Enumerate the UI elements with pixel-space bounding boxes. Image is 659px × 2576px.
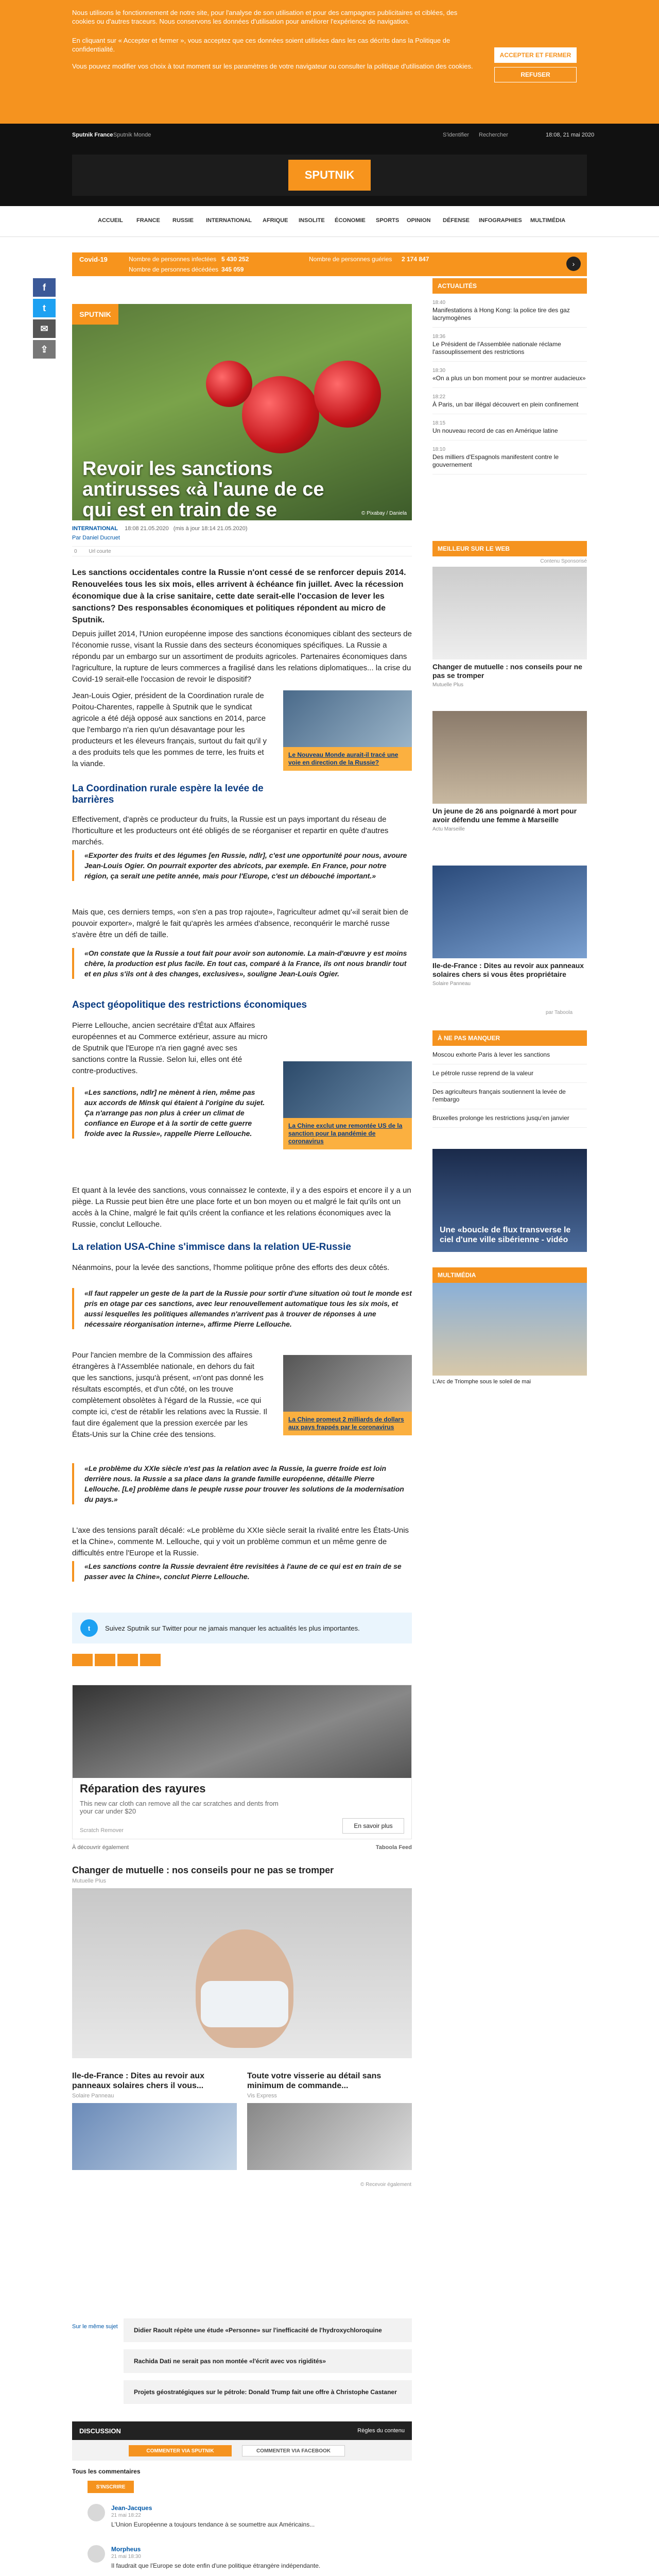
comment-time: 21 mai 18:30 [111,2554,141,2560]
news-item[interactable] [432,328,587,362]
subheading: La relation USA-Chine s'immisce dans la relation UE-Russie [72,1242,351,1252]
nav-item[interactable]: FRANCE [136,217,160,224]
comment-author[interactable]: Morpheus [111,2546,141,2553]
sputnik-logo[interactable]: SPUTNIK [288,160,371,191]
news-item[interactable] [432,388,587,414]
ad-footer[interactable]: © Recevoir également [360,2182,412,2188]
article-meta [72,526,412,532]
nav-item[interactable]: AFRIQUE [263,217,288,224]
section-link[interactable]: INTERNATIONAL [72,526,118,532]
card-image [432,866,587,958]
twitter-share-icon[interactable]: t [33,299,56,317]
news-time: 18:10 [432,447,446,452]
covid-title: Covid-19 [79,256,108,263]
news-time: 18:36 [432,334,446,340]
related-label: Sur le même sujet [72,2324,118,2330]
sponsored-ad[interactable] [72,1685,412,1839]
tab-sputnik[interactable]: COMMENTER VIA SPUTNIK [129,2445,232,2456]
related-box[interactable] [283,1061,412,1149]
email-share-icon[interactable]: ✉ [33,319,56,338]
author[interactable]: Par Daniel Ducruet [72,535,120,541]
news-item[interactable] [432,362,587,388]
card-source: Actu Marseille [432,826,465,832]
card-title[interactable]: Changer de mutuelle : nos conseils pour ne pas se tromper [432,663,582,680]
quote: «Les sanctions, ndlr] ne mènent à rien, même pas aux accords de Minsk qui étaient à l'origine du sujet. Ça n'arrange pas non plus à créer un climat de confiance en Europe et à la sortir de cette guerre froide avec la Russie», rappelle Pierre Lellouche. [72,1087,268,1139]
related-image [283,1355,412,1412]
news-item[interactable] [432,294,587,328]
ad-source: Solaire Panneau [72,2093,114,2099]
article-paragraph: L'axe des tensions paraît décalé: «Le problème du XXIe siècle serait la rivalité entre les États-Unis et la Chine», commente M. Lellouche, qui y voit un problème commun et un même genre de difficultés entre l'Europe et la Russie. [72,1526,409,1557]
tab-facebook[interactable]: COMMENTER VIA FACEBOOK [242,2445,345,2456]
hero-image [72,304,412,520]
news-title[interactable]: Des milliers d'Espagnols manifestent contre le gouvernement [432,453,559,468]
apple-shape [314,361,381,428]
ad-title[interactable]: Changer de mutuelle : nos conseils pour ne pas se tromper [72,1865,334,1875]
rules-link[interactable]: Règles du contenu [357,2428,405,2434]
news-title[interactable]: Un nouveau record de cas en Amérique latine [432,427,558,434]
news-title[interactable]: À Paris, un bar illégal découvert en plein confinement [432,401,579,408]
share-icon[interactable]: ⇪ [33,340,56,359]
sponsored-ad[interactable] [72,2071,237,2174]
article-paragraph: Pour l'ancien membre de la Commission des affaires étrangères à l'Assemblée nationale, en dehors du fait que les sanctions, jusqu'à présent, «n'ont pas donné les résultats escomptés, et d'un côté, on les trouve complètement obsolètes à l'égard de la Russie, «ce qui compte ici, c'est de rétablir les relations avec la Russie. Il faut dire également que la pression exercée par les États-Unis sur la Chine crée des tensions. [72,1351,267,1439]
quote: «Le problème du XXIe siècle n'est pas la relation avec la Russie, la guerre froide est loin derrière nous. la Russie a sa place dans la grande famille européenne, détaille Pierre Lellouche. [Le] problème dans le peuple russe pour trouver les solutions de la modernisation du pays.» [72,1463,412,1504]
refuse-button[interactable]: REFUSER [494,67,577,82]
hot-section [432,1030,587,1128]
facebook-share-icon[interactable]: f [33,278,56,297]
nav-item[interactable]: RUSSIE [172,217,194,224]
ad-source: Vis Express [247,2093,277,2099]
multimedia-caption[interactable]: L'Arc de Triomphe sous le soleil de mai [432,1379,531,1385]
main-nav [0,206,659,237]
register-button[interactable]: S'INSCRIRE [88,2481,134,2493]
datetime: 18:08, 21 mai 2020 [546,132,595,138]
nav-item[interactable]: ACCUEIL [98,217,123,224]
comment-time: 21 mai 18:22 [111,2513,141,2518]
card-title[interactable]: Un jeune de 26 ans poignardé à mort pour avoir défendu une femme à Marseille [432,807,577,824]
discussion-title: DISCUSSION [79,2427,121,2435]
news-time: 18:30 [432,368,446,374]
updated-date: (mis à jour 18:14 21.05.2020) [173,526,248,532]
cookie-banner [0,0,659,124]
nav-item[interactable]: INFOGRAPHIES [479,217,522,224]
comment-text: Il faudrait que l'Europe se dote enfin d'une politique étrangère indépendante. [111,2562,321,2569]
sidebar-heading[interactable]: À NE PAS MANQUER [432,1030,587,1046]
cookie-text: Vous pouvez modifier vos choix à tout moment sur les paramètres de votre navigateur ou consulter la politique d'utilisation des cookies. [72,62,473,70]
sponsored-label: Contenu Sponsorisé [540,558,587,564]
card-source: Mutuelle Plus [432,682,464,688]
hot-item[interactable]: Des agriculteurs français soutiennent la levée de l'embargo [432,1083,587,1109]
quote: «Exporter des fruits et des légumes [en Russie, ndlr], c'est une opportunité pour nous, avoure Jean-Louis Ogier. On pourrait exporter des abricots, par exemple. En France, pour notre région, ça serait une petite année, mais pour l'Europe, c'est un débouché important.» [72,850,412,881]
covid-ticker[interactable] [72,252,587,276]
article-paragraph: Pierre Lellouche, ancien secrétaire d'État aux Affaires européennes et au Commerce extérieur, assure au micro de Sputnik que l'Europe n'a rien gagné avec ses sanctions contre la Russie. Selon lui, elles ont été contre-productives. [72,1021,268,1075]
news-title[interactable]: Le Président de l'Assemblée nationale réclame l'assouplissement des restrictions [432,341,561,355]
related-box[interactable] [283,690,412,771]
ad-image [73,1685,411,1778]
nav-item[interactable]: INSOLITE [299,217,325,224]
chevron-right-icon[interactable]: › [566,257,581,271]
covid-label: Nombre de personnes guéries [309,256,392,263]
ads-label[interactable]: par Taboola [546,1010,573,1015]
ad-image[interactable] [72,1888,412,2058]
article-paragraph: Néanmoins, pour la levée des sanctions, l'homme politique prône des efforts des deux côtés. [72,1263,390,1272]
nav-item[interactable]: OPINION [407,217,431,224]
comment-author[interactable]: Jean-Jacques [111,2504,152,2512]
related-link[interactable]: Le Nouveau Monde aurait-il tracé une voie en direction de la Russie? [283,747,412,771]
card-title[interactable]: Ile-de-France : Dites au revoir aux panneaux solaires chers si vous êtes propriétaire [432,961,584,978]
apple-shape [206,361,252,407]
article-paragraph: Et quant à la levée des sanctions, vous connaissez le contexte, il y a des espoirs et encore il y a un piège. La Russie peut bien être une place forte et un bon moyen ou et malgré le fait qu'ils ont un accès à la Chine, malgré le fait qu'ils créent la confiance et les relations économiques avec la Russie, conclut Lellouche. [72,1186,411,1229]
ad-footer-left[interactable]: À découvrir également [72,1844,129,1851]
covid-label: Nombre de personnes décédées [129,266,219,273]
sidebar-heading[interactable]: ACTUALITÉS [432,278,587,294]
twitter-text: Suivez Sputnik sur Twitter pour ne jamais manquer les actualités les plus importantes. [105,1624,360,1632]
news-title[interactable]: «On a plus un bon moment pour se montrer audacieux» [432,375,586,382]
related-link[interactable]: Didier Raoult répète une étude «Personne» sur l'inefficacité de l'hydroxychloroquine [124,2318,412,2342]
covid-value: 345 059 [221,266,244,273]
multimedia-section [432,1267,587,1385]
mask-shape [201,1981,288,2027]
related-image [283,1061,412,1118]
share-icon[interactable] [140,1654,161,1666]
related-link[interactable]: Projets géostratégiques sur le pétrole: Donald Trump fait une offre à Christophe Castaner [124,2380,412,2404]
learn-more-button[interactable]: En savoir plus [342,1818,404,1834]
search-link[interactable]: Rechercher [479,132,508,138]
date: 18:08 21.05.2020 [125,526,169,532]
hot-item[interactable]: Le pétrole russe reprend de la valeur [432,1064,587,1083]
share-row [72,1654,161,1666]
cookie-text: En cliquant sur « Accepter et fermer », vous acceptez que ces données soient utilisées dans les cas décrits dans la Politique de confidentialité. [72,37,450,53]
ad-image [247,2103,412,2170]
article-paragraph: Effectivement, d'après ce producteur du fruits, la Russie est un pays important du réseau de l'horticulture et les producteurs ont été obligés de se réorganiser et repartir en quête d'autres marchés. [72,815,389,846]
sponsored-ad[interactable] [247,2071,412,2174]
related-link[interactable]: La Chine exclut une remontée US de la sanction pour la pandémie de coronavirus [283,1118,412,1149]
news-time: 18:22 [432,394,446,400]
hot-item[interactable]: Bruxelles prolonge les restrictions jusqu'en janvier [432,1109,587,1128]
article-lede: Les sanctions occidentales contre la Russie n'ont cessé de se renforcer depuis 2014. Renouvelées tous les six mois, elles arrivent à échéance fin juillet. Avec la récession économique due à la crise sanitaire, cette date serait-elle l'occasion de lever les sanctions? Des responsables économiques et politiques répondent au micro de Sputnik. [72,568,406,624]
covid-value: 2 174 847 [402,256,429,263]
comments-label: Tous les commentaires [72,2468,141,2475]
quote: «Les sanctions contre la Russie devraient être revisitées à l'aune de ce qui est en train de se passer avec la Chine», conclut Pierre Lellouche. [72,1561,412,1582]
cookie-text: Nous utilisons le fonctionnement de notre site, pour l'analyse de son utilisation et pour des campagnes publicitaires et ciblées, des cookies ou d'autres traceurs. Nous conservons les données d'utilisation pour améliorer l'expérience de navigation. [72,9,458,25]
news-title[interactable]: Manifestations à Hong Kong: la police tire des gaz lacrymogènes [432,307,570,321]
photo-credit: © Pixabay / Daniela [361,511,407,516]
article-paragraph: Mais que, ces derniers temps, «on s'en a pas trop rajoute», l'agriculteur admet qu'«il serait bien de pouvoir exporter», malgré le fait qu'après les armées d'absence, reconquérir le marché russe s'avère être un défi de taille. [72,908,409,939]
discussion-header [72,2421,412,2440]
sidebar [432,278,587,474]
nav-item[interactable]: MULTIMÉDIA [530,217,566,224]
ad-title[interactable]: Ile-de-France : Dites au revoir aux panneaux solaires chers il vous... [72,2072,204,2090]
comment-text: L'Union Européenne a toujours tendance à se soumettre aux Américains... [111,2521,315,2528]
multimedia-image[interactable] [432,1283,587,1376]
card-image [432,567,587,659]
sidebar-heading: MEILLEUR SUR LE WEB [432,541,587,556]
ad-footer [72,1844,412,1851]
article-toolbar [72,546,412,556]
avatar [88,2504,105,2521]
ad-image [72,2103,237,2170]
hot-feature-title[interactable]: Une «boucle de flux transverse le ciel d'une ville sibérienne - vidéo [440,1226,571,1244]
article-paragraph: Jean-Louis Ogier, président de la Coordination rurale de Poitou-Charentes, rappelle à Sputnik que le syndicat agricole a été déjà opposé aux sanctions en 2014, parce que l'embargo n'a rien qu'un désavantage pour les producteurs et les éleveurs français, surtout du fait qu'il y a des produits tels que les pommes de terre, les fruits et la viande. [72,691,267,768]
covid-label: Nombre de personnes infectées [129,256,217,263]
hot-item[interactable]: Moscou exhorte Paris à lever les sanctions [432,1046,587,1064]
ad-desc: This new car cloth can remove all the car scratches and dents from your car under $20 [80,1800,279,1815]
comments-count[interactable]: 0 [74,549,77,554]
card-source: Solaire Panneau [432,981,471,987]
nav-item[interactable]: SPORTS [376,217,400,224]
news-time: 18:15 [432,420,446,426]
site-header [0,124,659,206]
share-icon[interactable] [72,1654,93,1666]
hot-feature[interactable] [432,1149,587,1252]
sidebar-heading[interactable]: MULTIMÉDIA [432,1267,587,1283]
nav-item[interactable]: ÉCONOMIE [335,217,366,224]
sputnik-badge: SPUTNIK [72,304,118,325]
nav-item[interactable]: INTERNATIONAL [206,217,252,224]
page-title: Revoir les sanctions antirusses «à l'aune de ce qui est en train de se [82,458,324,520]
accept-button[interactable]: ACCEPTER ET FERMER [494,47,577,63]
sponsored-card[interactable] [432,711,587,832]
apple-shape [242,376,319,453]
card-image [432,711,587,804]
lang-link[interactable]: Sputnik Monde [113,132,151,138]
subheading: La Coordination rurale espère la levée de barrières [72,783,264,805]
brand-name[interactable]: Sputnik France [72,132,113,138]
news-time: 18:40 [432,300,446,306]
nav-item[interactable]: DÉFENSE [443,217,470,224]
best-web-header [432,541,587,564]
sponsored-card[interactable] [432,567,587,688]
ad-title[interactable]: Toute votre visserie au détail sans minimum de commande... [247,2072,381,2090]
discussion-tabs [72,2440,412,2461]
sponsored-card[interactable] [432,866,587,987]
news-item[interactable] [432,440,587,474]
subheading: Aspect géopolitique des restrictions économiques [72,999,307,1010]
login-link[interactable]: S'identifier [443,132,470,138]
share-icon[interactable] [95,1654,115,1666]
share-icon[interactable] [117,1654,138,1666]
ad-title[interactable]: Réparation des rayures [80,1782,206,1795]
short-url[interactable]: Url courte [89,549,111,554]
related-link[interactable]: La Chine promeut 2 milliards de dollars aux pays frappés par le coronavirus [283,1412,412,1435]
avatar [88,2545,105,2563]
quote: «Il faut rappeler un geste de la part de la Russie pour sortir d'une situation où tout le monde est pris en otage par ces sanctions, avec leur renouvellement automatique tous les six mois, et aussi lesquelles les politiques allemandes n'arrivent pas à trouver de réponses à une nécessaire réorganisation interne», affirme Pierre Lellouche. [72,1288,412,1329]
article-paragraph: Depuis juillet 2014, l'Union européenne impose des sanctions économiques ciblant des secteurs de l'économie russe, visant la Russie dans des secteurs économiques spécifiques. La Russie a répondu par un embargo sur un assortiment de produits agricoles. Partenaires économiques dans l'agriculture, la rupture de leurs commerces a fragilisé dans les relations diplomatiques... la crise du Covid-19 serait-elle l'occasion de revoir le dispositif? [72,630,412,684]
related-box[interactable] [283,1355,412,1435]
ad-footer-right[interactable]: Taboola Feed [375,1844,412,1851]
news-item[interactable] [432,414,587,440]
covid-value: 5 430 252 [221,256,249,263]
related-image [283,690,412,747]
ad-source: Scratch Remover [80,1827,124,1834]
ad-source: Mutuelle Plus [72,1878,107,1884]
quote: «On constate que la Russie a tout fait pour avoir son autonomie. La main-d'œuvre y est moins chère, la production est plus facile. En tout cas, comparé à la France, ils ont nous brandir tout et en plus s'ils ont à des changes, exclusives», souligne Jean-Louis Ogier. [72,948,412,979]
twitter-icon: t [80,1619,98,1637]
twitter-follow-box[interactable] [72,1613,412,1643]
related-link[interactable]: Rachida Dati ne serait pas non montée «l'écrit avec vos rigidités» [124,2349,412,2373]
